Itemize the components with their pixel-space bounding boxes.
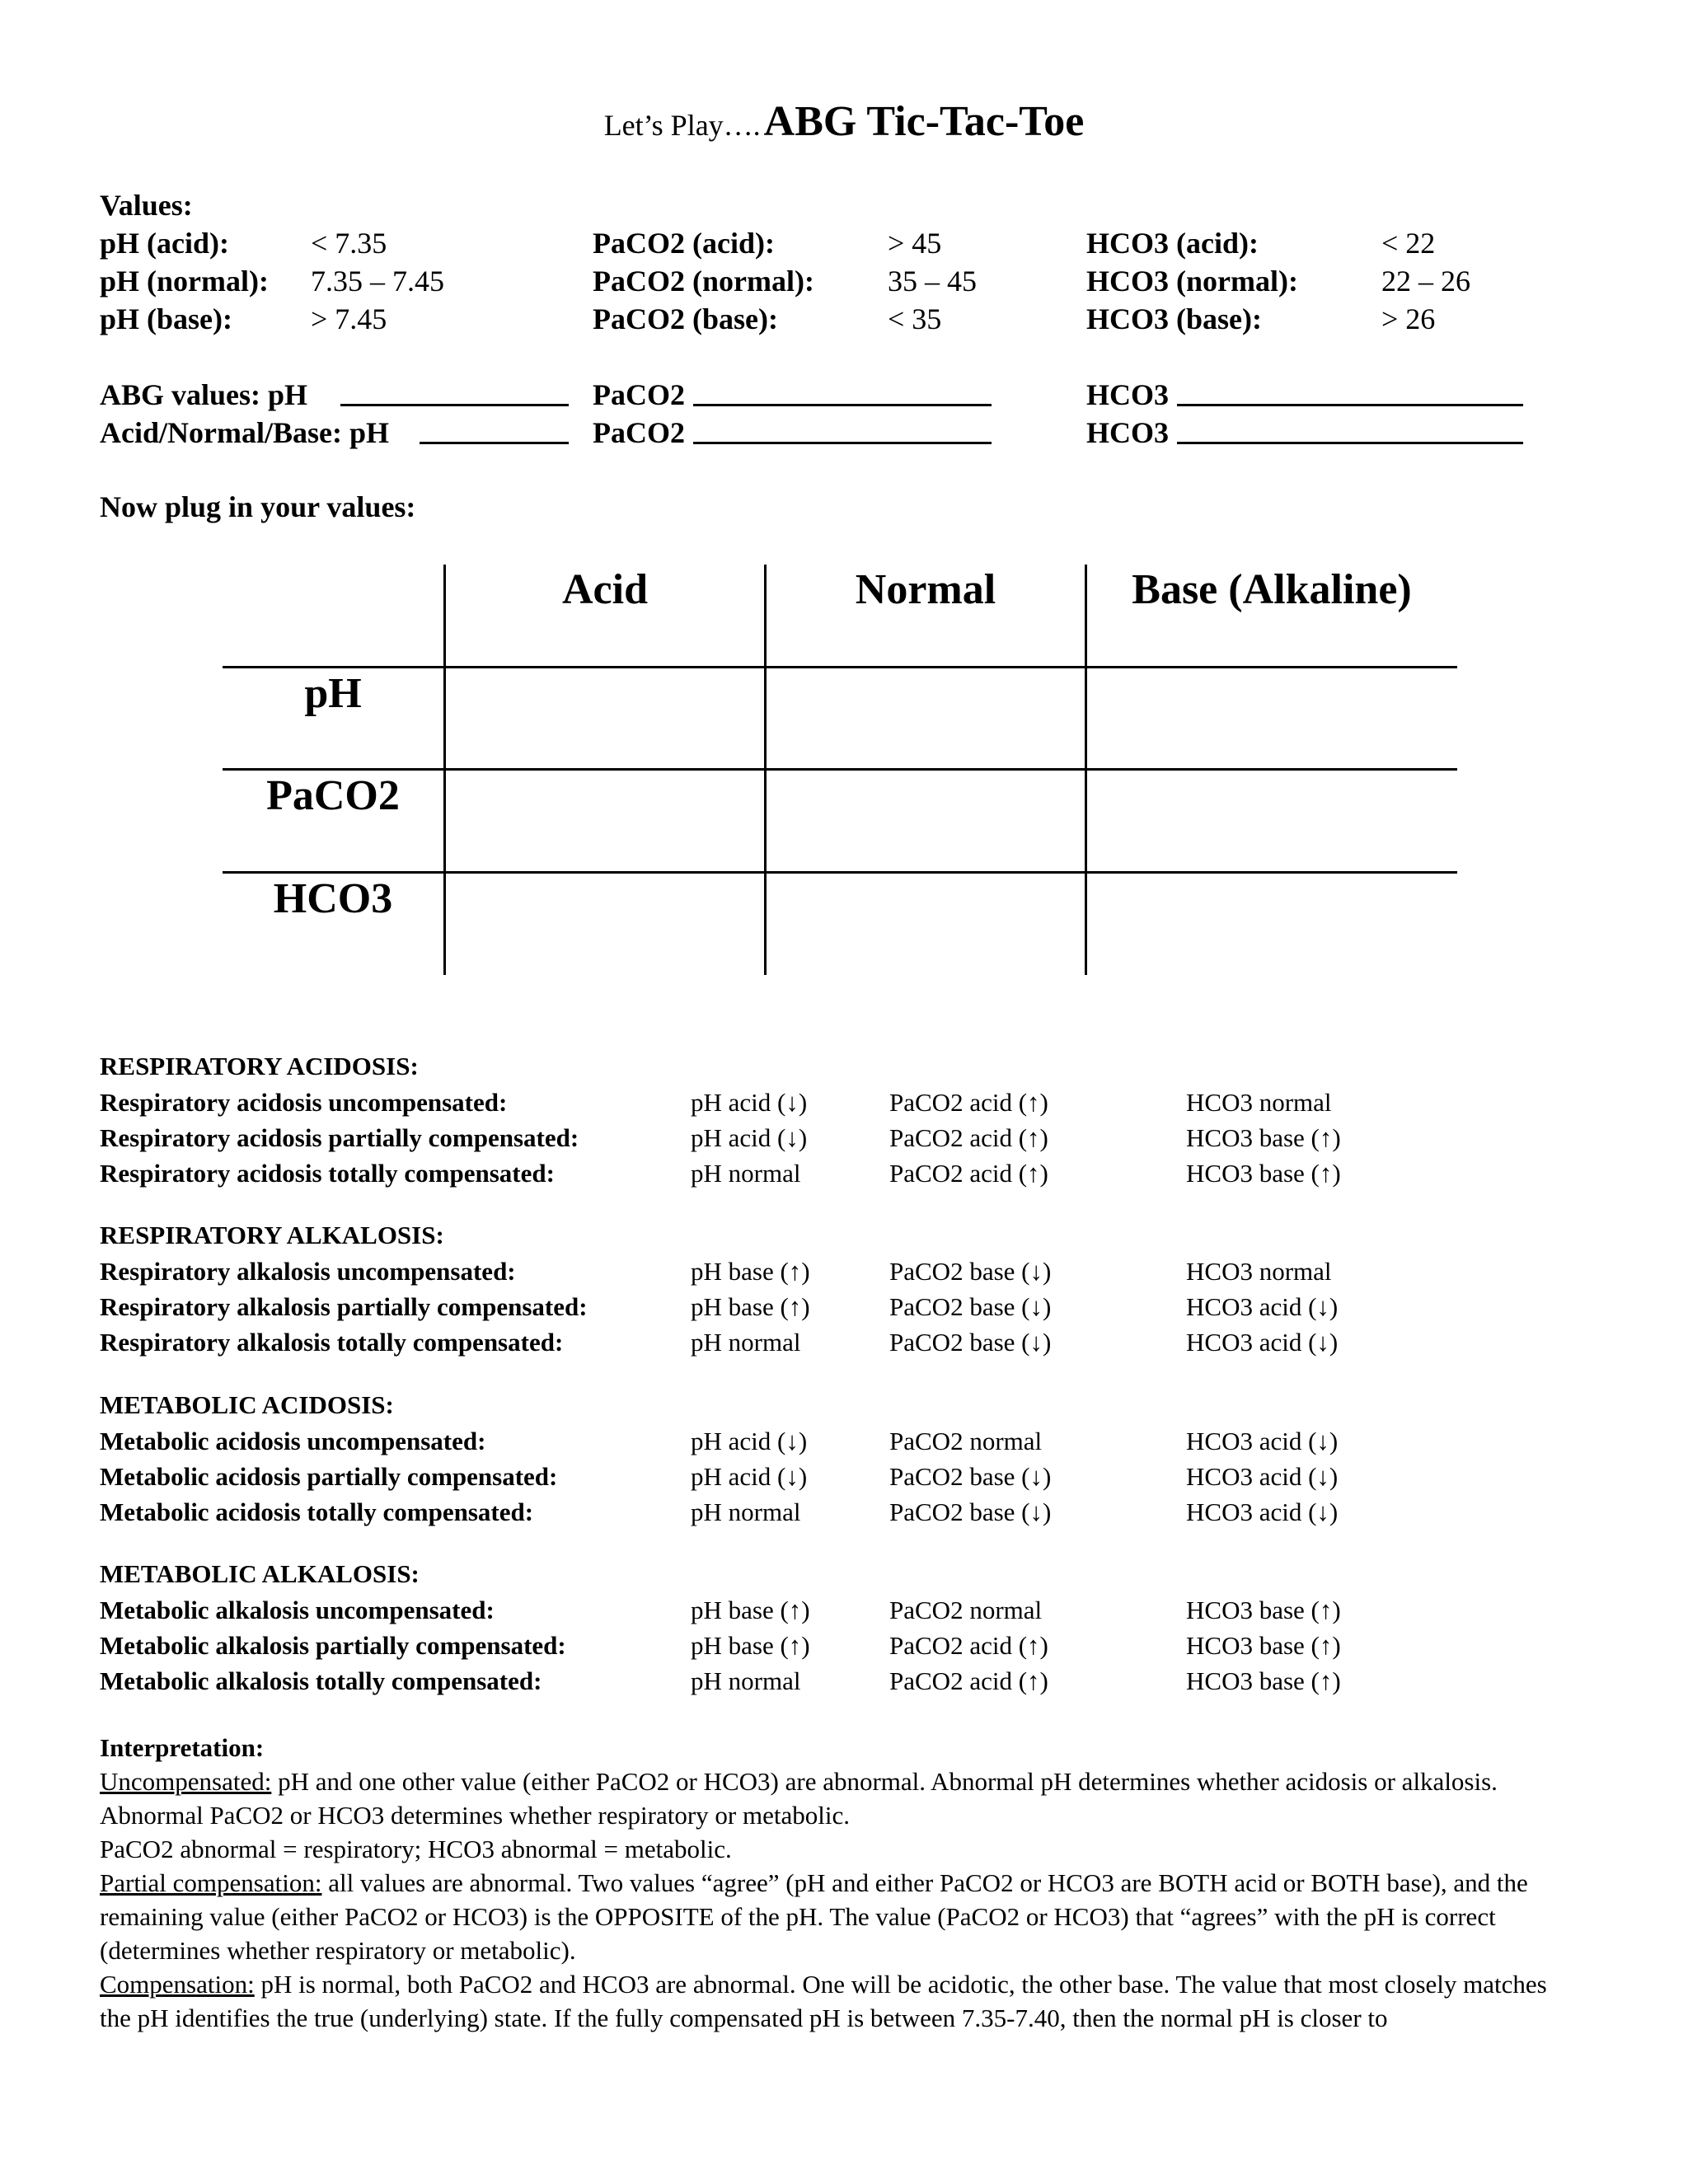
interpretation-heading: Interpretation: bbox=[100, 1733, 265, 1762]
list-item bbox=[100, 1254, 1583, 1289]
ph-normal-value: 7.35 – 7.45 bbox=[311, 265, 444, 298]
hco3-base-label: HCO3 (base): bbox=[1086, 302, 1262, 335]
list-item bbox=[100, 1424, 1583, 1459]
hco3-acid-label: HCO3 (acid): bbox=[1086, 227, 1259, 260]
cell-paco2-base[interactable] bbox=[1087, 771, 1457, 871]
ph-value: pH base (↑) bbox=[691, 1257, 810, 1286]
values-row-normal bbox=[0, 262, 1688, 300]
condition-name: Respiratory acidosis partially compensated: bbox=[100, 1123, 579, 1152]
ph-value: pH normal bbox=[691, 1159, 801, 1188]
list-item bbox=[100, 1085, 1583, 1120]
condition-name: Metabolic alkalosis partially compensated: bbox=[100, 1631, 566, 1660]
plug-in-heading: Now plug in your values: bbox=[100, 490, 416, 523]
ph-value: pH normal bbox=[691, 1497, 801, 1526]
abg-paco2-label: PaCO2 bbox=[593, 378, 685, 411]
grid-row-ph: pH bbox=[304, 670, 362, 717]
ph-classification-blank[interactable] bbox=[420, 414, 569, 444]
paco2-value: PaCO2 base (↓) bbox=[889, 1328, 1052, 1357]
paco2-acid-value: > 45 bbox=[888, 227, 942, 260]
hco3-normal-label: HCO3 (normal): bbox=[1086, 265, 1298, 298]
hco3-value: HCO3 acid (↓) bbox=[1186, 1497, 1339, 1526]
list-item bbox=[100, 1325, 1583, 1360]
ph-acid-label: pH (acid): bbox=[100, 227, 229, 260]
cell-hco3-normal[interactable] bbox=[767, 874, 1085, 975]
cell-paco2-normal[interactable] bbox=[767, 771, 1085, 871]
section-title: METABOLIC ACIDOSIS: bbox=[100, 1390, 394, 1419]
cell-paco2-acid[interactable] bbox=[446, 771, 764, 871]
hco3-value: HCO3 base (↑) bbox=[1186, 1596, 1341, 1624]
hco3-value: HCO3 base (↑) bbox=[1186, 1631, 1341, 1660]
paco2-base-label: PaCO2 (base): bbox=[593, 302, 778, 335]
section-title: RESPIRATORY ALKALOSIS: bbox=[100, 1221, 444, 1249]
cell-hco3-acid[interactable] bbox=[446, 874, 764, 975]
condition-name: Respiratory alkalosis uncompensated: bbox=[100, 1257, 516, 1286]
section-title: METABOLIC ALKALOSIS: bbox=[100, 1559, 420, 1588]
list-item bbox=[100, 1495, 1583, 1530]
compensation-paragraph bbox=[100, 1967, 1583, 2035]
abg-classification-label: Acid/Normal/Base: pH bbox=[100, 416, 389, 449]
condition-name: Metabolic alkalosis totally compensated: bbox=[100, 1666, 542, 1695]
list-item bbox=[100, 1290, 1583, 1324]
hco3-value-blank[interactable] bbox=[1177, 376, 1523, 406]
compensation-text: pH is normal, both PaCO2 and HCO3 are abnormal. One will be acidotic, the other base. The value that most closely matches the pH identifies the true (underlying) state. If the fully compensated pH is between 7.35-7.40, then the normal pH is closer to bbox=[100, 1970, 1547, 2032]
paco2-value: PaCO2 base (↓) bbox=[889, 1497, 1052, 1526]
paco2-value: PaCO2 normal bbox=[889, 1596, 1043, 1624]
hco3-value: HCO3 acid (↓) bbox=[1186, 1462, 1339, 1491]
rule-line: PaCO2 abnormal = respiratory; HCO3 abnormal = metabolic. bbox=[100, 1835, 732, 1863]
abg-values-label: ABG values: pH bbox=[100, 378, 308, 411]
cell-ph-acid[interactable] bbox=[446, 668, 764, 768]
ph-value: pH acid (↓) bbox=[691, 1088, 808, 1117]
condition-name: Metabolic acidosis totally compensated: bbox=[100, 1497, 534, 1526]
ph-value: pH normal bbox=[691, 1666, 801, 1695]
ph-value: pH normal bbox=[691, 1328, 801, 1357]
cell-ph-normal[interactable] bbox=[767, 668, 1085, 768]
paco2-value: PaCO2 acid (↑) bbox=[889, 1088, 1048, 1117]
title-main: ABG Tic-Tac-Toe bbox=[763, 98, 1085, 145]
ph-value: pH acid (↓) bbox=[691, 1462, 808, 1491]
values-row-acid bbox=[0, 224, 1688, 262]
paco2-value: PaCO2 acid (↑) bbox=[889, 1159, 1048, 1188]
hco3-value: HCO3 normal bbox=[1186, 1257, 1332, 1286]
paco2-acid-label: PaCO2 (acid): bbox=[593, 227, 775, 260]
paco2-base-value: < 35 bbox=[888, 302, 942, 335]
ph-value: pH base (↑) bbox=[691, 1631, 810, 1660]
list-item bbox=[100, 1593, 1583, 1628]
ph-base-value: > 7.45 bbox=[311, 302, 387, 335]
paco2-value: PaCO2 base (↓) bbox=[889, 1257, 1052, 1286]
condition-name: Respiratory acidosis uncompensated: bbox=[100, 1088, 508, 1117]
partial-compensation-term: Partial compensation: bbox=[100, 1868, 322, 1897]
values-heading: Values: bbox=[100, 189, 193, 222]
hco3-classification-blank[interactable] bbox=[1177, 414, 1523, 444]
paco2-value: PaCO2 base (↓) bbox=[889, 1292, 1052, 1321]
grid-col-acid: Acid bbox=[562, 566, 648, 613]
paco2-value: PaCO2 acid (↑) bbox=[889, 1666, 1048, 1695]
paco2-value: PaCO2 acid (↑) bbox=[889, 1631, 1048, 1660]
condition-name: Respiratory acidosis totally compensated: bbox=[100, 1159, 555, 1188]
ph-value: pH acid (↓) bbox=[691, 1123, 808, 1152]
grid-row-paco2: PaCO2 bbox=[266, 772, 400, 819]
hco3-base-value: > 26 bbox=[1381, 302, 1436, 335]
condition-name: Metabolic acidosis partially compensated: bbox=[100, 1462, 558, 1491]
hco3-value: HCO3 acid (↓) bbox=[1186, 1292, 1339, 1321]
list-item bbox=[100, 1156, 1583, 1191]
uncompensated-paragraph bbox=[100, 1765, 1583, 1832]
interpretation-section bbox=[100, 1731, 1583, 2035]
paco2-value: PaCO2 normal bbox=[889, 1427, 1043, 1455]
hco3-value: HCO3 base (↑) bbox=[1186, 1159, 1341, 1188]
hco3-acid-value: < 22 bbox=[1381, 227, 1436, 260]
page-title bbox=[0, 97, 1688, 146]
ph-acid-value: < 7.35 bbox=[311, 227, 387, 260]
section-title: RESPIRATORY ACIDOSIS: bbox=[100, 1052, 419, 1080]
ph-value: pH acid (↓) bbox=[691, 1427, 808, 1455]
hco3-value: HCO3 acid (↓) bbox=[1186, 1328, 1339, 1357]
condition-name: Metabolic acidosis uncompensated: bbox=[100, 1427, 486, 1455]
grid-col-normal: Normal bbox=[855, 566, 996, 613]
list-item bbox=[100, 1664, 1583, 1699]
paco2-value: PaCO2 acid (↑) bbox=[889, 1123, 1048, 1152]
ph-value: pH base (↑) bbox=[691, 1596, 810, 1624]
uncompensated-text: pH and one other value (either PaCO2 or HCO3) are abnormal. Abnormal pH determines whether acidosis or alkalosis. Abnormal PaCO2 or HCO3 determines whether respiratory or metabolic. bbox=[100, 1767, 1498, 1830]
grid-col-base: Base (Alkaline) bbox=[1132, 566, 1412, 613]
hco3-value: HCO3 acid (↓) bbox=[1186, 1427, 1339, 1455]
ph-normal-label: pH (normal): bbox=[100, 265, 269, 298]
hco3-value: HCO3 base (↑) bbox=[1186, 1123, 1341, 1152]
compensation-term: Compensation: bbox=[100, 1970, 255, 1999]
abg-hco3-class-label: HCO3 bbox=[1086, 416, 1170, 449]
paco2-normal-label: PaCO2 (normal): bbox=[593, 265, 814, 298]
abg-hco3-label: HCO3 bbox=[1086, 378, 1170, 411]
hco3-value: HCO3 base (↑) bbox=[1186, 1666, 1341, 1695]
ph-base-label: pH (base): bbox=[100, 302, 232, 335]
title-prefix: Let’s Play…. bbox=[603, 109, 761, 142]
ph-value: pH base (↑) bbox=[691, 1292, 810, 1321]
list-item bbox=[100, 1460, 1583, 1494]
list-item bbox=[100, 1629, 1583, 1663]
grid-row-hco3: HCO3 bbox=[273, 875, 393, 922]
paco2-normal-value: 35 – 45 bbox=[888, 265, 977, 298]
abg-values-row bbox=[0, 376, 1688, 414]
condition-name: Respiratory alkalosis totally compensated: bbox=[100, 1328, 564, 1357]
cell-ph-base[interactable] bbox=[1087, 668, 1457, 768]
paco2-value-blank[interactable] bbox=[693, 376, 992, 406]
hco3-normal-value: 22 – 26 bbox=[1381, 265, 1470, 298]
partial-compensation-text: all values are abnormal. Two values “agree” (pH and either PaCO2 or HCO3 are BOTH acid or BOTH base), and the remaining value (either PaCO2 or HCO3) is the OPPOSITE of the pH. The value (PaCO2 or HCO3) that “agrees” with the pH is correct (determines whether respiratory or metabolic). bbox=[100, 1868, 1528, 1965]
condition-name: Metabolic alkalosis uncompensated: bbox=[100, 1596, 495, 1624]
cell-hco3-base[interactable] bbox=[1087, 874, 1457, 975]
values-row-base bbox=[0, 300, 1688, 338]
partial-compensation-paragraph bbox=[100, 1866, 1583, 1967]
paco2-classification-blank[interactable] bbox=[693, 414, 992, 444]
hco3-value: HCO3 normal bbox=[1186, 1088, 1332, 1117]
condition-name: Respiratory alkalosis partially compensated: bbox=[100, 1292, 588, 1321]
list-item bbox=[100, 1121, 1583, 1155]
abg-classification-row bbox=[0, 414, 1688, 452]
abg-paco2-class-label: PaCO2 bbox=[593, 416, 685, 449]
paco2-value: PaCO2 base (↓) bbox=[889, 1462, 1052, 1491]
uncompensated-term: Uncompensated: bbox=[100, 1767, 272, 1796]
ph-value-blank[interactable] bbox=[340, 376, 569, 406]
